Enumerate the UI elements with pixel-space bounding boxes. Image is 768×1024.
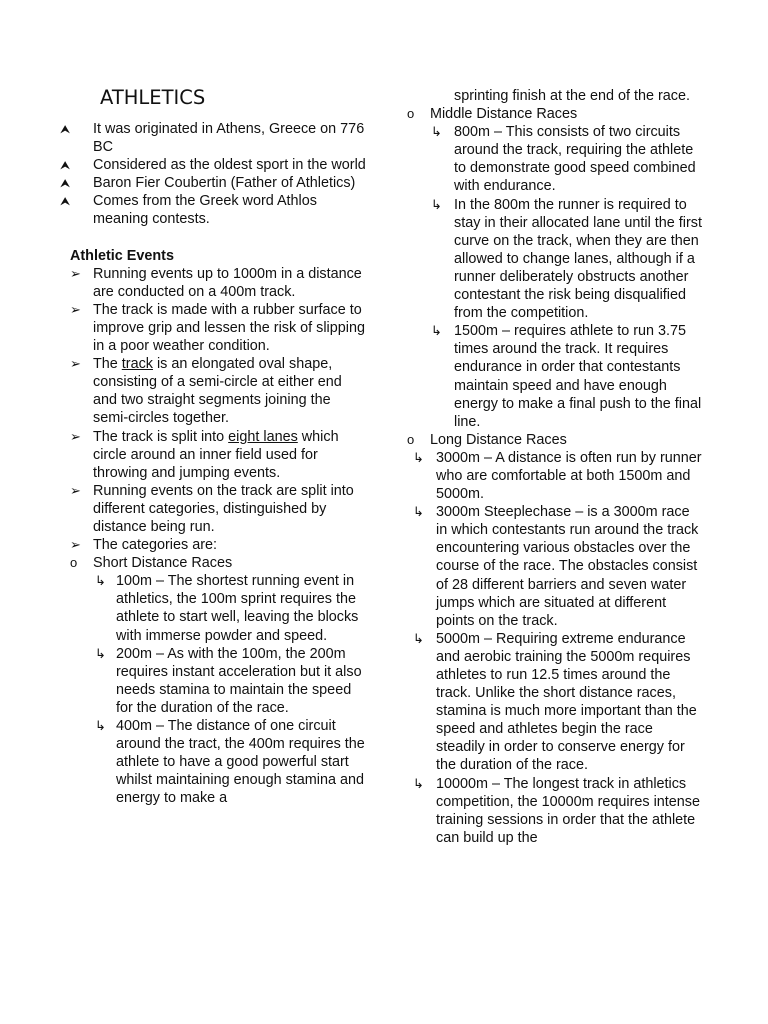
triangle-bullet-icon: ➢ bbox=[70, 356, 81, 372]
arrow-bullet-icon: ↳ bbox=[413, 449, 424, 465]
arrow-bullet-icon: ↳ bbox=[431, 124, 442, 140]
triangle-bullet-icon: ➢ bbox=[70, 265, 81, 281]
circle-bullet-icon: o bbox=[70, 555, 78, 571]
category-long-distance: o Long Distance Races bbox=[407, 431, 567, 448]
race-item: ↳ 3000m Steeplechase – is a 3000m race in which contestants run around the track encountering various obstacles over the course of the race. The obstacles consist of 28 different barriers and seven water jumps which are situated at different points on the track. bbox=[413, 504, 699, 629]
arrow-bullet-icon: ↳ bbox=[413, 504, 424, 520]
arrow-bullet-icon: ↳ bbox=[413, 630, 424, 646]
arrow-bullet-icon: ↳ bbox=[413, 775, 424, 791]
race-item: ↳ 10000m – The longest track in athletics competition, the 10000m requires intense training sessions in order that the athlete can build up the bbox=[413, 775, 700, 846]
race-item: ↳ 200m – As with the 100m, the 200m requires instant acceleration but it also needs stamina to maintain the speed for the duration of the race. bbox=[95, 645, 362, 716]
events-heading: Athletic Events bbox=[70, 247, 174, 264]
race-item-continuation: sprinting finish at the end of the race. bbox=[454, 88, 690, 104]
star-bullet-icon: ⮝ bbox=[60, 176, 71, 191]
race-item: ↳ 100m – The shortest running event in athletics, the 100m sprint requires the athlete to start well, leaving the blocks with immerse powder and speed. bbox=[95, 573, 359, 644]
event-item: ➢ Running events up to 1000m in a distance are conducted on a 400m track. bbox=[70, 265, 362, 300]
triangle-bullet-icon: ➢ bbox=[70, 301, 81, 317]
race-item: ↳ 800m – This consists of two circuits around the track, requiring the athlete to demonstrate good speed combined with endurance. bbox=[431, 124, 696, 195]
race-item: ↳ 400m – The distance of one circuit around the tract, the 400m requires the athlete to have a good powerful start whilst maintaining enough stamina and energy to make a bbox=[95, 718, 365, 807]
track-link[interactable]: track bbox=[121, 356, 153, 373]
star-bullet-icon: ⮝ bbox=[60, 122, 71, 136]
arrow-bullet-icon: ↳ bbox=[95, 645, 106, 661]
event-item: ➢ The categories are: bbox=[70, 537, 217, 554]
triangle-bullet-icon: ➢ bbox=[70, 482, 81, 498]
triangle-bullet-icon: ➢ bbox=[70, 537, 81, 553]
event-item: ➢ Running events on the track are split into different categories, distinguished by distance being run. bbox=[70, 482, 354, 535]
page-title: ATHLETICS bbox=[100, 86, 206, 109]
event-item: ➢ The track is an elongated oval shape, consisting of a semi-circle at either end and two straight segments joining the semi-circles together. bbox=[70, 356, 342, 427]
circle-bullet-icon: o bbox=[407, 106, 415, 122]
intro-item: ⮝ Considered as the oldest sport in the world bbox=[60, 157, 366, 174]
intro-item: ⮝ Baron Fier Coubertin (Father of Athletics) bbox=[60, 175, 356, 192]
arrow-bullet-icon: ↳ bbox=[431, 323, 442, 339]
eight-lanes-link[interactable]: eight lanes bbox=[228, 428, 298, 445]
intro-item: ⮝ Comes from the Greek word Athlos meaning contests. bbox=[60, 193, 317, 228]
right-column bbox=[404, 87, 704, 847]
event-item: ➢ The track is made with a rubber surface to improve grip and lessen the risk of slipping in a poor weather condition. bbox=[70, 301, 365, 355]
circle-bullet-icon: o bbox=[407, 431, 415, 447]
triangle-bullet-icon: ➢ bbox=[70, 428, 81, 444]
left-column bbox=[58, 120, 368, 807]
race-item: ↳ 3000m – A distance is often run by runner who are comfortable at both 1500m and 5000m. bbox=[413, 449, 702, 503]
category-middle-distance: o Middle Distance Races bbox=[407, 106, 578, 123]
star-bullet-icon: ⮝ bbox=[60, 194, 71, 209]
arrow-bullet-icon: ↳ bbox=[431, 196, 442, 212]
arrow-bullet-icon: ↳ bbox=[95, 718, 106, 733]
race-item: ↳ 5000m – Requiring extreme endurance and aerobic training the 5000m requires athletes to run 12.5 times around the track. Unlike the short distance races, stamina is much more important than the speed and athletes begin the race steadily in order to conserve energy for the duration of the race. bbox=[413, 630, 697, 774]
event-item: ➢ The track is split into eight lanes which circle around an inner field used for throwing and jumping events. bbox=[70, 428, 339, 481]
arrow-bullet-icon: ↳ bbox=[95, 573, 106, 589]
star-bullet-icon: ⮝ bbox=[60, 158, 71, 173]
race-item: ↳ In the 800m the runner is required to stay in their allocated lane until the first curve on the track, when they are then allowed to change lanes, although if a runner deliberately obstructs another contestant the risk being disqualified from the competition. bbox=[431, 196, 702, 322]
race-item: ↳ 1500m – requires athlete to run 3.75 times around the track. It requires endurance in order that contestants maintain speed and have enough energy to make a final push to the final line. bbox=[431, 323, 702, 430]
intro-item: ⮝ It was originated in Athens, Greece on 776 BC bbox=[60, 121, 365, 156]
category-short-distance: o Short Distance Races bbox=[70, 555, 233, 572]
